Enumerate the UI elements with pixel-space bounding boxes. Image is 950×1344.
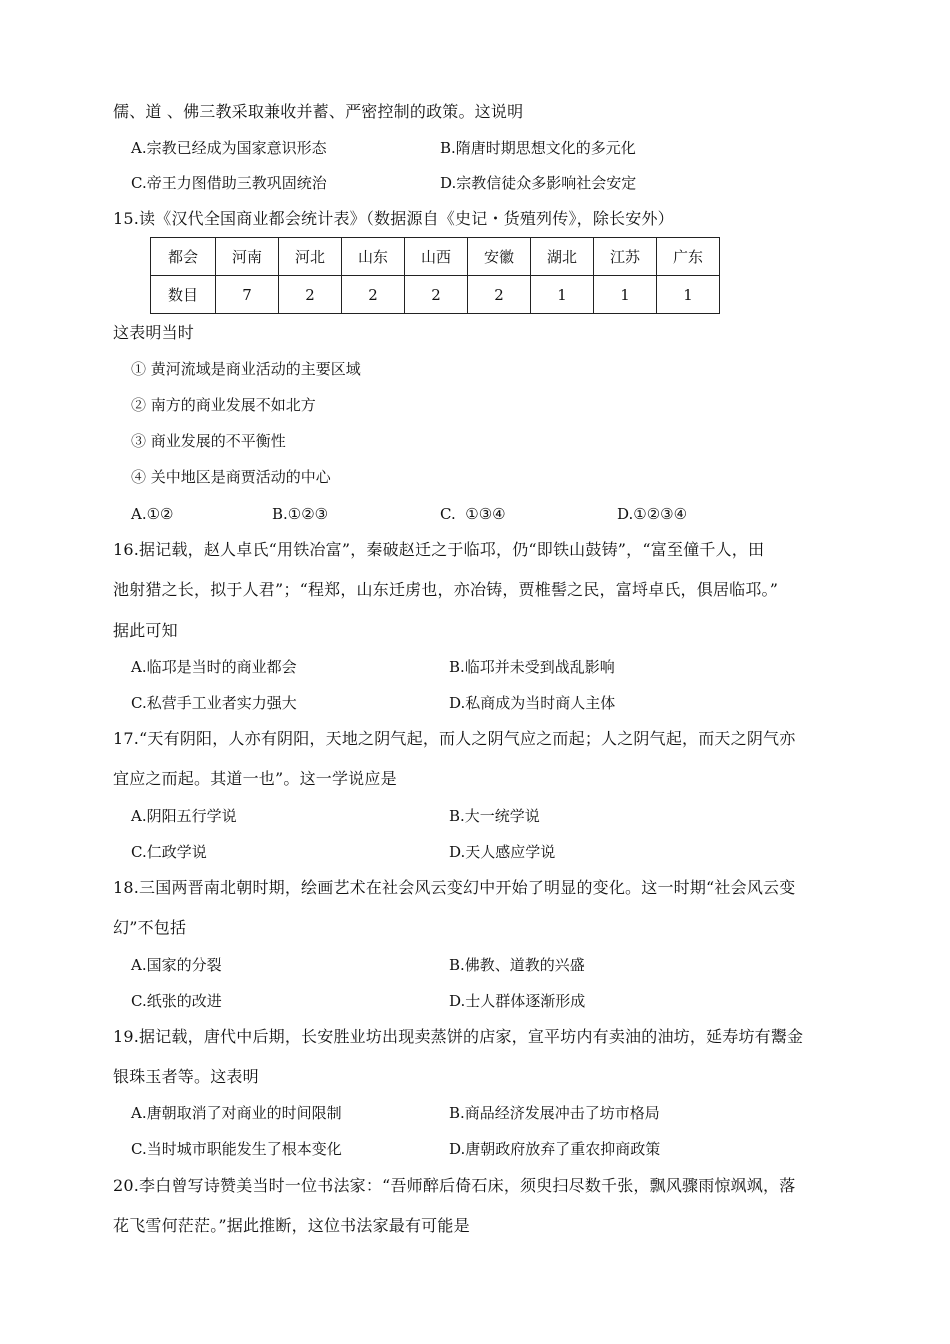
q17-option-c: C.仁政学说 [131,843,207,861]
q16-option-d: D.私商成为当时商人主体 [449,694,616,712]
table-row [151,276,720,314]
q19-option-d: D.唐朝政府放弃了重农抑商政策 [449,1140,661,1158]
table-cell: 2 [468,276,531,314]
q15-item-4: ④ 关中地区是商贾活动的中心 [131,468,331,486]
table-cell: 山东 [342,238,405,276]
q15-option-b: B.①②③ [272,505,329,523]
q20-stem-line-2: 花飞雪何茫茫。”据此推断，这位书法家最有可能是 [113,1216,470,1235]
table-cell: 1 [531,276,594,314]
commerce-table [150,237,720,314]
q18-stem-line-1: 18.三国两晋南北朝时期，绘画艺术在社会风云变幻中开始了明显的变化。这一时期“社会风云变 [113,878,796,897]
q19-stem-line-2: 银珠玉者等。这表明 [113,1067,259,1086]
table-cell: 2 [405,276,468,314]
q20-stem-line-1: 20.李白曾写诗赞美当时一位书法家：“吾师醉后倚石床，须臾扫尽数千张，飘风骤雨惊飒飒，落 [113,1176,796,1195]
table-cell: 2 [279,276,342,314]
table-header-row [151,238,720,276]
q16-stem-line-3: 据此可知 [113,621,178,640]
q15-item-1: ① 黄河流域是商业活动的主要区域 [131,360,361,378]
q15-option-c: C. ①③④ [440,505,506,523]
q16-option-a: A.临邛是当时的商业都会 [131,658,297,676]
table-cell: 都会 [151,238,216,276]
q16-option-c: C.私营手工业者实力强大 [131,694,297,712]
q17-stem-line-2: 宜应之而起。其道一也”。这一学说应是 [113,769,397,788]
q14-option-d: D.宗教信徒众多影响社会安定 [440,174,637,192]
table-cell: 2 [342,276,405,314]
q14-stem: 儒、道 、佛三教采取兼收并蓄、严密控制的政策。这说明 [113,102,524,121]
q14-option-b: B.隋唐时期思想文化的多元化 [440,139,636,157]
q17-option-d: D.天人感应学说 [449,843,556,861]
table-cell: 数目 [151,276,216,314]
table-cell: 河南 [216,238,279,276]
q15-item-3: ③ 商业发展的不平衡性 [131,432,286,450]
table-cell: 山西 [405,238,468,276]
q17-option-a: A.阴阳五行学说 [131,807,237,825]
q19-stem-line-1: 19.据记载，唐代中后期，长安胜业坊出现卖蒸饼的店家，宣平坊内有卖油的油坊，延寿坊有鬻金 [113,1027,804,1046]
table-cell: 河北 [279,238,342,276]
q16-stem-line-1: 16.据记载，赵人卓氏“用铁冶富”，秦破赵迁之于临邛，仍“即铁山鼓铸”，“富至僮千人，田 [113,540,765,559]
q15-stem: 15.读《汉代全国商业都会统计表》（数据源自《史记・货殖列传》，除长安外） [113,209,674,228]
q18-option-c: C.纸张的改进 [131,992,222,1010]
q14-option-c: C.帝王力图借助三教巩固统治 [131,174,327,192]
q16-stem-line-2: 池射猎之长，拟于人君”；“程郑，山东迁虏也，亦冶铸，贾椎髻之民，富埒卓氏，俱居临邛。” [113,580,779,599]
q16-option-b: B.临邛并未受到战乱影响 [449,658,615,676]
table-cell: 湖北 [531,238,594,276]
table-cell: 安徽 [468,238,531,276]
q15-lead: 这表明当时 [113,323,195,342]
q14-option-a: A.宗教已经成为国家意识形态 [131,139,327,157]
q17-stem-line-1: 17.“天有阴阳，人亦有阴阳，天地之阴气起，而人之阴气应之而起；人之阴气起，而天之阴气亦 [113,729,796,748]
q19-option-c: C.当时城市职能发生了根本变化 [131,1140,342,1158]
q15-item-2: ② 南方的商业发展不如北方 [131,396,316,414]
q17-option-b: B.大一统学说 [449,807,540,825]
table-cell: 1 [594,276,657,314]
q18-stem-line-2: 幻”不包括 [113,918,187,937]
q15-option-a: A.①② [131,505,174,523]
q15-option-d: D.①②③④ [617,505,688,523]
q19-option-a: A.唐朝取消了对商业的时间限制 [131,1104,342,1122]
table-cell: 广东 [657,238,720,276]
table-cell: 1 [657,276,720,314]
table-cell: 江苏 [594,238,657,276]
q18-option-d: D.士人群体逐渐形成 [449,992,586,1010]
table-cell: 7 [216,276,279,314]
q18-option-a: A.国家的分裂 [131,956,222,974]
q19-option-b: B.商品经济发展冲击了坊市格局 [449,1104,660,1122]
q18-option-b: B.佛教、道教的兴盛 [449,956,585,974]
